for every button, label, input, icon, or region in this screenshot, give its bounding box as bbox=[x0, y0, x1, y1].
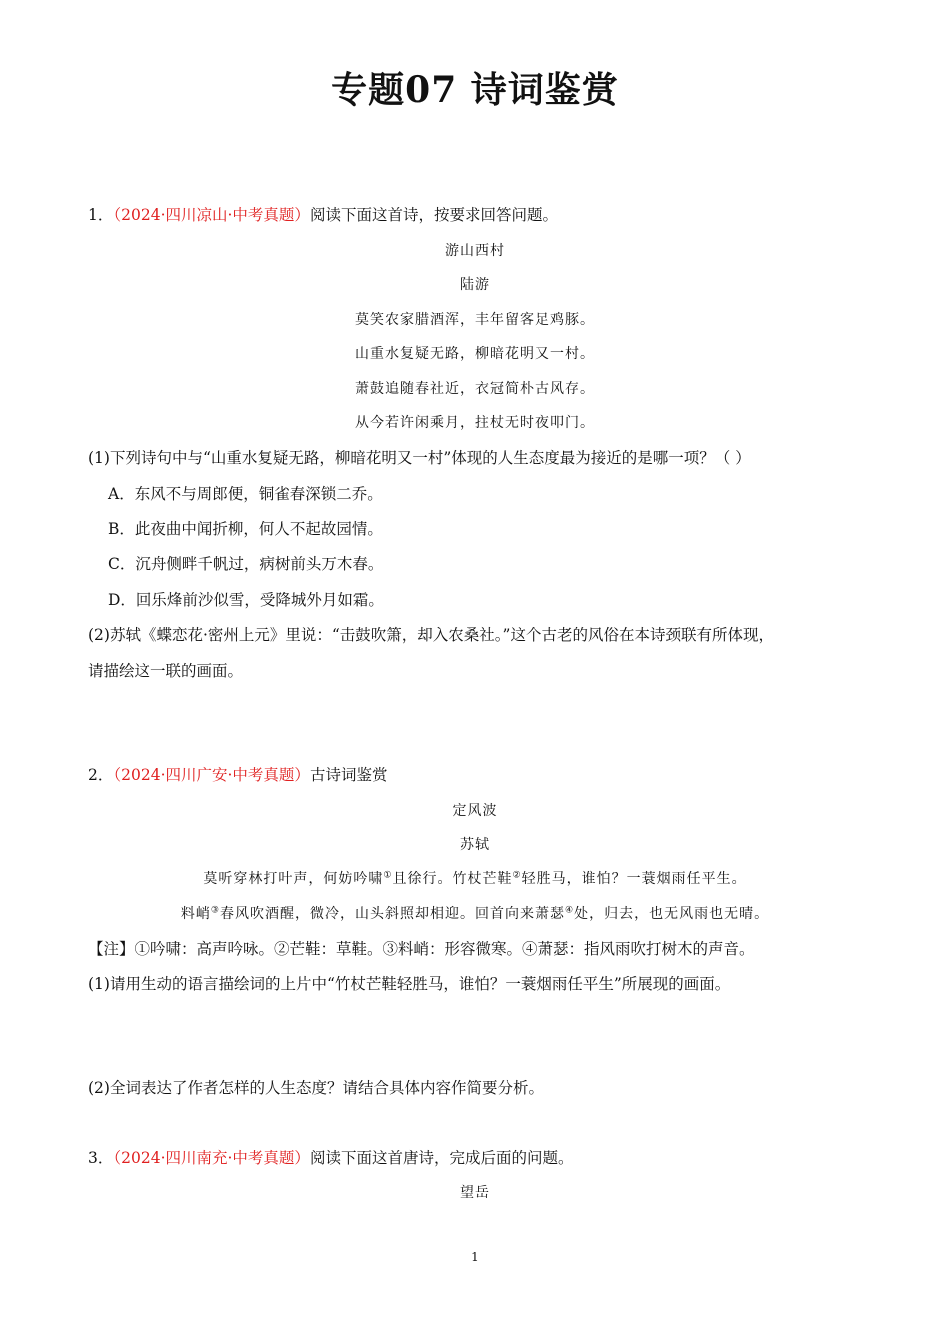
sub-question-2-cont: 请描绘这一联的画面。 bbox=[88, 662, 244, 680]
sub-question-1: (1)下列诗句中与“山重水复疑无路，柳暗花明又一村”体现的人生态度最为接近的是哪一项？（ ） bbox=[88, 449, 751, 467]
poem-author: 陆游 bbox=[460, 277, 490, 293]
question-prompt: 阅读下面这首唐诗，完成后面的问题。 bbox=[309, 1149, 574, 1167]
question-prompt: 阅读下面这首诗，按要求回答问题。 bbox=[309, 206, 558, 224]
page-number: 1 bbox=[471, 1250, 479, 1264]
question-number: 3． bbox=[88, 1149, 114, 1167]
poem-line: 料峭③春风吹酒醒，微冷，山头斜照却相迎。回首向来萧瑟④处，归去，也无风雨也无晴。 bbox=[180, 905, 770, 922]
poem-title: 定风波 bbox=[452, 803, 498, 819]
question-source: （2024·四川广安·中考真题） bbox=[113, 766, 310, 784]
poem-title: 游山西村 bbox=[445, 243, 505, 259]
question-number: 1． bbox=[88, 206, 114, 224]
poem-line: 萧鼓追随春社近，衣冠简朴古风存。 bbox=[355, 381, 595, 397]
poem-author: 苏轼 bbox=[460, 837, 490, 853]
question-source: （2024·四川南充·中考真题） bbox=[113, 1149, 310, 1167]
poem-line: 莫笑农家腊酒浑，丰年留客足鸡豚。 bbox=[355, 312, 595, 328]
option-a: A．东风不与周郎便，铜雀春深锁二乔。 bbox=[108, 485, 383, 503]
page-title: 专题07 诗词鉴赏 bbox=[331, 69, 619, 111]
option-d: D．回乐烽前沙似雪，受降城外月如霜。 bbox=[108, 591, 384, 609]
question-3-header bbox=[88, 1147, 573, 1169]
sub-question-1: (1)请用生动的语言描绘词的上片中“竹杖芒鞋轻胜马，谁怕？一蓑烟雨任平生”所展现的画面。 bbox=[88, 975, 731, 993]
sub-question-2: (2)苏轼《蝶恋花·密州上元》里说：“击鼓吹箫，却入农桑社。”这个古老的风俗在本诗颈联有所体现， bbox=[88, 626, 774, 644]
poem-line: 从今若许闲乘月，拄杖无时夜叩门。 bbox=[355, 415, 595, 431]
sub-question-2: (2)全词表达了作者怎样的人生态度？请结合具体内容作简要分析。 bbox=[88, 1079, 544, 1097]
option-c: C．沉舟侧畔千帆过，病树前头万木春。 bbox=[108, 555, 384, 573]
question-source: （2024·四川凉山·中考真题） bbox=[113, 206, 310, 224]
question-prompt: 古诗词鉴赏 bbox=[309, 766, 388, 784]
question-2-header bbox=[88, 764, 387, 786]
poem-line: 山重水复疑无路，柳暗花明又一村。 bbox=[355, 346, 595, 362]
option-b: B．此夜曲中闻折柳，何人不起故园情。 bbox=[108, 520, 383, 538]
question-number: 2． bbox=[88, 766, 114, 784]
poem-title: 望岳 bbox=[460, 1185, 490, 1201]
poem-line: 莫听穿林打叶声，何妨吟啸①且徐行。竹杖芒鞋②轻胜马，谁怕？一蓑烟雨任平生。 bbox=[203, 870, 747, 887]
annotation-note: 【注】①吟啸：高声吟咏。②芒鞋：草鞋。③料峭：形容微寒。④萧瑟：指风雨吹打树木的声音。 bbox=[88, 940, 755, 958]
question-1-header bbox=[88, 204, 558, 226]
